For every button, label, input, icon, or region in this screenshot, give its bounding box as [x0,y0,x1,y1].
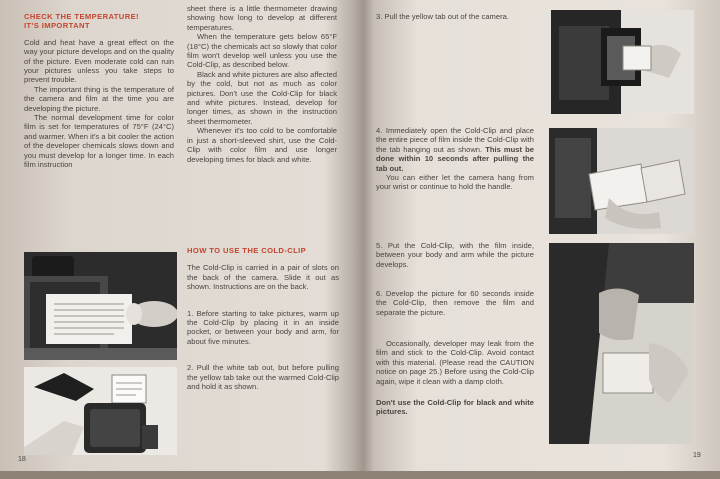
page-number-left: 18 [18,456,26,463]
step-4-extra: You can either let the camera hang from your wrist or continue to hold the handle. [376,173,534,192]
page-bottom-edge [0,471,720,479]
paragraph: When the temperature gets below 65°F (18°C) the chemicals act so slowly that color film won't develop well unless you use the Cold-Clip, as described below. [187,32,337,70]
photo-pull-yellow-tab [541,10,694,114]
paragraph: The normal development time for color film is set for temperatures of 75°F (24°C) and warmer. When it's a bit cooler the action of the developer chemicals slows down and you must develop for a longer time. In each film instruction [24,113,174,170]
camera-slot-illustration [24,252,177,360]
photo-place-film [549,128,694,234]
caution-paragraph: Occasionally, developer may leak from the film and stick to the Cold-Clip. Avoid contact with this material. (Please read the CAUTION notice on page 25.) Before using the Cold-Clip again, wipe it clean with a damp cloth. [376,339,534,386]
photo-develop-cold-clip [549,243,694,444]
bw-warning-block [376,398,534,417]
step-5: 5. Put the Cold-Clip, with the film inside, between your body and arm while the picture develops. [376,241,534,269]
place-film-illustration [549,128,694,234]
paragraph: The Cold-Clip is carried in a pair of slots on the back of the camera. Slide it out as shown. Instructions are on the back. [187,263,339,292]
step-4-text: 4. Immediately open the Cold-Clip and place the entire piece of film inside the Cold-Clip with the tab hanging out as shown. [376,126,534,154]
step-6-block [376,289,534,317]
left-column-1 [24,12,174,170]
hands-cold-clip-illustration [24,367,177,455]
bw-warning: Don't use the Cold-Clip for black and white pictures. [376,398,534,417]
photo-camera-slot [24,252,177,360]
step-2: 2. Pull the white tab out, but before pulling the yellow tab take out the warmed Cold-Clip and hold it as shown. [187,363,339,392]
pull-yellow-tab-illustration [541,10,694,114]
step-4-block [376,126,534,192]
left-column-2 [187,4,337,164]
caution-block [376,339,534,386]
step-3: 3. Pull the yellow tab out of the camera. [376,12,509,21]
step-4 [376,126,534,173]
right-column [376,12,534,21]
step-1: 1. Before starting to take pictures, warm up the Cold-Clip by placing it in an inside pocket, or between your body and arm, for about five minutes. [187,308,339,346]
cold-clip-heading: HOW TO USE THE COLD-CLIP [187,246,307,255]
paragraph: Cold and heat have a great effect on the way your picture develops and on the quality of the picture. Even moderate cold can ruin your pictures unless you take steps to prevent trouble. [24,37,174,85]
paragraph: The important thing is the temperature of the camera and film at the time you are developing the picture. [24,84,174,113]
paragraph: Black and white pictures are also affected by the cold, but not as much as color pictures. Don't use the Cold-Clip for black and white pictures. Instead, develop for longer times, as shown in the instruction sheet thermometer. [187,69,338,126]
develop-cold-clip-illustration [549,243,694,444]
photo-hands-cold-clip [24,367,177,455]
temperature-heading-line-2: IT'S IMPORTANT [24,21,90,31]
step-4-warning: This must be done within 10 seconds after pulling the tab out. [376,144,534,173]
paragraph: sheet there is a little thermometer drawing showing how long to develop at different temperatures. [187,4,337,32]
temperature-heading-line-1: CHECK THE TEMPERATURE! [24,12,139,21]
page-number-right: 19 [693,452,701,459]
paragraph: Whenever it's too cold to be comfortable in just a short-sleeved shirt, use the Cold-Clip with color film and use longer developing times for black and white. [187,126,337,164]
step-5-block [376,241,534,269]
step-6: 6. Develop the picture for 60 seconds inside the Cold-Clip, then remove the film and separate the picture. [376,289,534,317]
cold-clip-section [187,246,339,391]
